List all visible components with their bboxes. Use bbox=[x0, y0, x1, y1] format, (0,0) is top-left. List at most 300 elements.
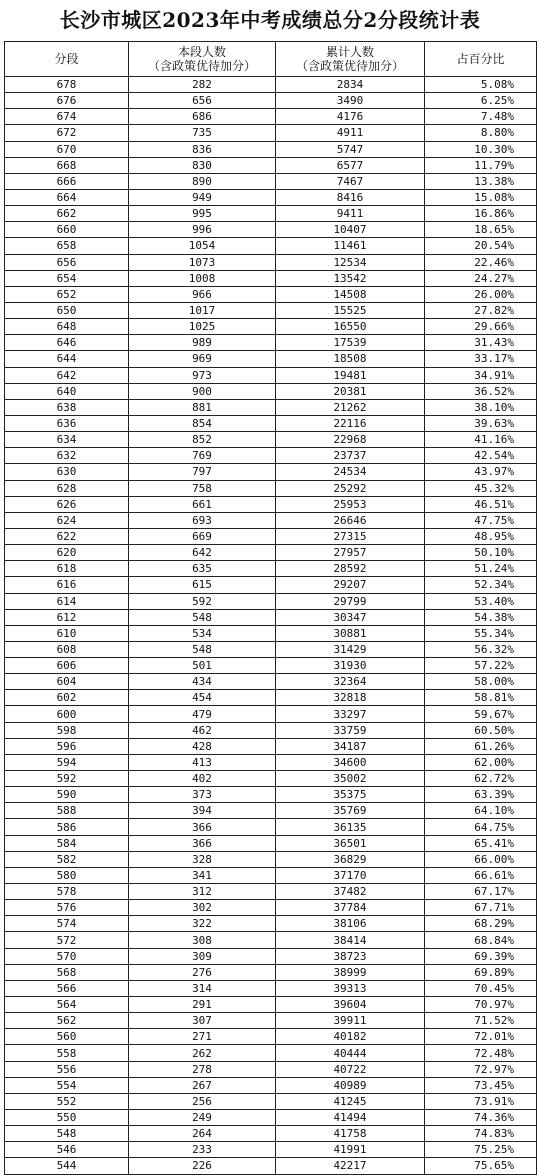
table-row bbox=[5, 528, 537, 544]
percent-cell: 27.82% bbox=[425, 302, 537, 318]
percent-cell: 73.45% bbox=[425, 1077, 537, 1093]
segment-count-cell: 615 bbox=[129, 577, 276, 593]
table-row bbox=[5, 496, 537, 512]
page-title: 长沙市城区2023年中考成绩总分2分段统计表 bbox=[59, 8, 481, 32]
cumulative-count-cell: 33297 bbox=[276, 706, 425, 722]
table-row bbox=[5, 674, 537, 690]
score-cell: 628 bbox=[5, 480, 129, 496]
score-cell: 596 bbox=[5, 738, 129, 754]
cumulative-count-cell: 10407 bbox=[276, 222, 425, 238]
segment-count-cell: 302 bbox=[129, 900, 276, 916]
segment-count-cell: 413 bbox=[129, 754, 276, 770]
score-cell: 594 bbox=[5, 754, 129, 770]
percent-cell: 50.10% bbox=[425, 545, 537, 561]
segment-count-cell: 949 bbox=[129, 189, 276, 205]
score-cell: 562 bbox=[5, 1013, 129, 1029]
segment-count-cell: 276 bbox=[129, 964, 276, 980]
table-row bbox=[5, 189, 537, 205]
score-cell: 676 bbox=[5, 93, 129, 109]
table-row bbox=[5, 690, 537, 706]
score-distribution-table bbox=[4, 41, 537, 1175]
table-row bbox=[5, 754, 537, 770]
segment-count-cell: 969 bbox=[129, 351, 276, 367]
header-row bbox=[5, 42, 537, 77]
cumulative-count-cell: 25292 bbox=[276, 480, 425, 496]
cumulative-count-cell: 38106 bbox=[276, 916, 425, 932]
table-row bbox=[5, 803, 537, 819]
segment-count-cell: 996 bbox=[129, 222, 276, 238]
score-cell: 556 bbox=[5, 1061, 129, 1077]
score-cell: 664 bbox=[5, 189, 129, 205]
table-row bbox=[5, 254, 537, 270]
cumulative-count-cell: 22968 bbox=[276, 432, 425, 448]
score-cell: 576 bbox=[5, 900, 129, 916]
score-cell: 598 bbox=[5, 722, 129, 738]
percent-cell: 70.45% bbox=[425, 980, 537, 996]
segment-count-cell: 1073 bbox=[129, 254, 276, 270]
cumulative-count-cell: 2834 bbox=[276, 77, 425, 93]
cumulative-count-cell: 39911 bbox=[276, 1013, 425, 1029]
percent-cell: 72.48% bbox=[425, 1045, 537, 1061]
table-row bbox=[5, 109, 537, 125]
cumulative-count-cell: 11461 bbox=[276, 238, 425, 254]
cumulative-count-cell: 40182 bbox=[276, 1029, 425, 1045]
cumulative-count-cell: 23737 bbox=[276, 448, 425, 464]
table-row bbox=[5, 125, 537, 141]
table-row bbox=[5, 609, 537, 625]
segment-count-cell: 373 bbox=[129, 787, 276, 803]
cumulative-count-cell: 27315 bbox=[276, 528, 425, 544]
cumulative-count-cell: 38723 bbox=[276, 948, 425, 964]
segment-count-cell: 308 bbox=[129, 932, 276, 948]
table-row bbox=[5, 641, 537, 657]
percent-cell: 33.17% bbox=[425, 351, 537, 367]
cumulative-count-cell: 40444 bbox=[276, 1045, 425, 1061]
header-cumulative-count-line2: （含政策优待加分） bbox=[295, 59, 404, 73]
score-cell: 654 bbox=[5, 270, 129, 286]
percent-cell: 73.91% bbox=[425, 1093, 537, 1109]
score-cell: 574 bbox=[5, 916, 129, 932]
segment-count-cell: 282 bbox=[129, 77, 276, 93]
percent-cell: 20.54% bbox=[425, 238, 537, 254]
score-cell: 644 bbox=[5, 351, 129, 367]
cumulative-count-cell: 4911 bbox=[276, 125, 425, 141]
segment-count-cell: 548 bbox=[129, 609, 276, 625]
percent-cell: 52.34% bbox=[425, 577, 537, 593]
table-row bbox=[5, 722, 537, 738]
cumulative-count-cell: 30881 bbox=[276, 625, 425, 641]
percent-cell: 69.89% bbox=[425, 964, 537, 980]
segment-count-cell: 256 bbox=[129, 1093, 276, 1109]
table-row bbox=[5, 432, 537, 448]
percent-cell: 64.10% bbox=[425, 803, 537, 819]
score-cell: 626 bbox=[5, 496, 129, 512]
table-row bbox=[5, 884, 537, 900]
table-row bbox=[5, 916, 537, 932]
score-cell: 656 bbox=[5, 254, 129, 270]
score-cell: 640 bbox=[5, 383, 129, 399]
percent-cell: 59.67% bbox=[425, 706, 537, 722]
percent-cell: 31.43% bbox=[425, 335, 537, 351]
percent-cell: 66.00% bbox=[425, 851, 537, 867]
score-cell: 642 bbox=[5, 367, 129, 383]
cumulative-count-cell: 29799 bbox=[276, 593, 425, 609]
cumulative-count-cell: 16550 bbox=[276, 319, 425, 335]
score-cell: 548 bbox=[5, 1126, 129, 1142]
percent-cell: 62.00% bbox=[425, 754, 537, 770]
score-cell: 618 bbox=[5, 561, 129, 577]
table-row bbox=[5, 625, 537, 641]
table-row bbox=[5, 1158, 537, 1174]
table-row bbox=[5, 1142, 537, 1158]
table-row bbox=[5, 577, 537, 593]
percent-cell: 65.41% bbox=[425, 835, 537, 851]
percent-cell: 8.80% bbox=[425, 125, 537, 141]
percent-cell: 75.65% bbox=[425, 1158, 537, 1174]
score-cell: 670 bbox=[5, 141, 129, 157]
percent-cell: 47.75% bbox=[425, 512, 537, 528]
cumulative-count-cell: 41758 bbox=[276, 1126, 425, 1142]
table-row bbox=[5, 948, 537, 964]
segment-count-cell: 262 bbox=[129, 1045, 276, 1061]
table-row bbox=[5, 206, 537, 222]
segment-count-cell: 394 bbox=[129, 803, 276, 819]
segment-count-cell: 267 bbox=[129, 1077, 276, 1093]
segment-count-cell: 693 bbox=[129, 512, 276, 528]
percent-cell: 5.08% bbox=[425, 77, 537, 93]
score-cell: 658 bbox=[5, 238, 129, 254]
segment-count-cell: 1025 bbox=[129, 319, 276, 335]
table-row bbox=[5, 1013, 537, 1029]
percent-cell: 68.84% bbox=[425, 932, 537, 948]
percent-cell: 66.61% bbox=[425, 867, 537, 883]
table-row bbox=[5, 1045, 537, 1061]
cumulative-count-cell: 42217 bbox=[276, 1158, 425, 1174]
percent-cell: 29.66% bbox=[425, 319, 537, 335]
percent-cell: 15.08% bbox=[425, 189, 537, 205]
cumulative-count-cell: 14508 bbox=[276, 286, 425, 302]
percent-cell: 46.51% bbox=[425, 496, 537, 512]
cumulative-count-cell: 7467 bbox=[276, 173, 425, 189]
score-cell: 612 bbox=[5, 609, 129, 625]
cumulative-count-cell: 41494 bbox=[276, 1110, 425, 1126]
score-cell: 580 bbox=[5, 867, 129, 883]
percent-cell: 43.97% bbox=[425, 464, 537, 480]
score-cell: 648 bbox=[5, 319, 129, 335]
segment-count-cell: 501 bbox=[129, 658, 276, 674]
score-cell: 674 bbox=[5, 109, 129, 125]
segment-count-cell: 366 bbox=[129, 835, 276, 851]
table-header bbox=[5, 42, 537, 77]
cumulative-count-cell: 26646 bbox=[276, 512, 425, 528]
score-cell: 586 bbox=[5, 819, 129, 835]
segment-count-cell: 314 bbox=[129, 980, 276, 996]
score-cell: 672 bbox=[5, 125, 129, 141]
table-row bbox=[5, 302, 537, 318]
percent-cell: 58.81% bbox=[425, 690, 537, 706]
score-cell: 558 bbox=[5, 1045, 129, 1061]
percent-cell: 67.17% bbox=[425, 884, 537, 900]
segment-count-cell: 366 bbox=[129, 819, 276, 835]
cumulative-count-cell: 19481 bbox=[276, 367, 425, 383]
segment-count-cell: 341 bbox=[129, 867, 276, 883]
segment-count-cell: 1054 bbox=[129, 238, 276, 254]
table-row bbox=[5, 141, 537, 157]
table-row bbox=[5, 593, 537, 609]
table-row bbox=[5, 835, 537, 851]
segment-count-cell: 291 bbox=[129, 997, 276, 1013]
cumulative-count-cell: 33759 bbox=[276, 722, 425, 738]
table-row bbox=[5, 771, 537, 787]
percent-cell: 22.46% bbox=[425, 254, 537, 270]
table-row bbox=[5, 335, 537, 351]
score-cell: 588 bbox=[5, 803, 129, 819]
segment-count-cell: 592 bbox=[129, 593, 276, 609]
table-row bbox=[5, 787, 537, 803]
cumulative-count-cell: 32818 bbox=[276, 690, 425, 706]
table-row bbox=[5, 464, 537, 480]
cumulative-count-cell: 6577 bbox=[276, 157, 425, 173]
percent-cell: 57.22% bbox=[425, 658, 537, 674]
table-row bbox=[5, 980, 537, 996]
table-row bbox=[5, 1029, 537, 1045]
cumulative-count-cell: 27957 bbox=[276, 545, 425, 561]
segment-count-cell: 402 bbox=[129, 771, 276, 787]
cumulative-count-cell: 20381 bbox=[276, 383, 425, 399]
score-cell: 552 bbox=[5, 1093, 129, 1109]
header-segment-count-line2: （含政策优待加分） bbox=[147, 59, 256, 73]
segment-count-cell: 462 bbox=[129, 722, 276, 738]
segment-count-cell: 661 bbox=[129, 496, 276, 512]
segment-count-cell: 479 bbox=[129, 706, 276, 722]
table-row bbox=[5, 480, 537, 496]
cumulative-count-cell: 38414 bbox=[276, 932, 425, 948]
segment-count-cell: 656 bbox=[129, 93, 276, 109]
score-cell: 636 bbox=[5, 415, 129, 431]
percent-cell: 34.91% bbox=[425, 367, 537, 383]
segment-count-cell: 642 bbox=[129, 545, 276, 561]
score-cell: 564 bbox=[5, 997, 129, 1013]
segment-count-cell: 890 bbox=[129, 173, 276, 189]
header-segment-count bbox=[129, 42, 276, 77]
cumulative-count-cell: 34187 bbox=[276, 738, 425, 754]
segment-count-cell: 534 bbox=[129, 625, 276, 641]
percent-cell: 60.50% bbox=[425, 722, 537, 738]
cumulative-count-cell: 9411 bbox=[276, 206, 425, 222]
score-cell: 584 bbox=[5, 835, 129, 851]
score-cell: 652 bbox=[5, 286, 129, 302]
percent-cell: 71.52% bbox=[425, 1013, 537, 1029]
percent-cell: 56.32% bbox=[425, 641, 537, 657]
cumulative-count-cell: 21262 bbox=[276, 399, 425, 415]
percent-cell: 51.24% bbox=[425, 561, 537, 577]
table-row bbox=[5, 964, 537, 980]
score-cell: 554 bbox=[5, 1077, 129, 1093]
table-row bbox=[5, 1093, 537, 1109]
cumulative-count-cell: 22116 bbox=[276, 415, 425, 431]
percent-cell: 55.34% bbox=[425, 625, 537, 641]
percent-cell: 67.71% bbox=[425, 900, 537, 916]
segment-count-cell: 769 bbox=[129, 448, 276, 464]
segment-count-cell: 434 bbox=[129, 674, 276, 690]
score-cell: 582 bbox=[5, 851, 129, 867]
cumulative-count-cell: 37784 bbox=[276, 900, 425, 916]
segment-count-cell: 881 bbox=[129, 399, 276, 415]
segment-count-cell: 966 bbox=[129, 286, 276, 302]
score-cell: 592 bbox=[5, 771, 129, 787]
header-percent: 占百分比 bbox=[425, 42, 537, 77]
segment-count-cell: 1017 bbox=[129, 302, 276, 318]
table-row bbox=[5, 319, 537, 335]
cumulative-count-cell: 32364 bbox=[276, 674, 425, 690]
segment-count-cell: 226 bbox=[129, 1158, 276, 1174]
percent-cell: 61.26% bbox=[425, 738, 537, 754]
percent-cell: 72.97% bbox=[425, 1061, 537, 1077]
score-cell: 570 bbox=[5, 948, 129, 964]
score-cell: 666 bbox=[5, 173, 129, 189]
table-row bbox=[5, 1110, 537, 1126]
cumulative-count-cell: 15525 bbox=[276, 302, 425, 318]
percent-cell: 54.38% bbox=[425, 609, 537, 625]
table-row bbox=[5, 851, 537, 867]
table-body bbox=[5, 77, 537, 1175]
score-cell: 568 bbox=[5, 964, 129, 980]
segment-count-cell: 264 bbox=[129, 1126, 276, 1142]
percent-cell: 10.30% bbox=[425, 141, 537, 157]
score-cell: 566 bbox=[5, 980, 129, 996]
percent-cell: 75.25% bbox=[425, 1142, 537, 1158]
percent-cell: 7.48% bbox=[425, 109, 537, 125]
header-cumulative-count bbox=[276, 42, 425, 77]
cumulative-count-cell: 24534 bbox=[276, 464, 425, 480]
percent-cell: 18.65% bbox=[425, 222, 537, 238]
score-cell: 630 bbox=[5, 464, 129, 480]
score-cell: 614 bbox=[5, 593, 129, 609]
cumulative-count-cell: 36135 bbox=[276, 819, 425, 835]
percent-cell: 74.36% bbox=[425, 1110, 537, 1126]
percent-cell: 36.52% bbox=[425, 383, 537, 399]
percent-cell: 62.72% bbox=[425, 771, 537, 787]
table-row bbox=[5, 867, 537, 883]
cumulative-count-cell: 12534 bbox=[276, 254, 425, 270]
segment-count-cell: 669 bbox=[129, 528, 276, 544]
table-row bbox=[5, 932, 537, 948]
segment-count-cell: 995 bbox=[129, 206, 276, 222]
percent-cell: 53.40% bbox=[425, 593, 537, 609]
table-row bbox=[5, 1061, 537, 1077]
cumulative-count-cell: 36501 bbox=[276, 835, 425, 851]
header-cumulative-count-line1: 累计人数 bbox=[325, 45, 374, 59]
table-row bbox=[5, 1126, 537, 1142]
cumulative-count-cell: 29207 bbox=[276, 577, 425, 593]
table-row bbox=[5, 238, 537, 254]
percent-cell: 45.32% bbox=[425, 480, 537, 496]
cumulative-count-cell: 34600 bbox=[276, 754, 425, 770]
header-segment-count-line1: 本段人数 bbox=[177, 45, 226, 59]
table-row bbox=[5, 448, 537, 464]
cumulative-count-cell: 5747 bbox=[276, 141, 425, 157]
table-row bbox=[5, 1077, 537, 1093]
segment-count-cell: 428 bbox=[129, 738, 276, 754]
score-cell: 646 bbox=[5, 335, 129, 351]
segment-count-cell: 307 bbox=[129, 1013, 276, 1029]
score-cell: 650 bbox=[5, 302, 129, 318]
cumulative-count-cell: 18508 bbox=[276, 351, 425, 367]
cumulative-count-cell: 35769 bbox=[276, 803, 425, 819]
cumulative-count-cell: 4176 bbox=[276, 109, 425, 125]
percent-cell: 6.25% bbox=[425, 93, 537, 109]
segment-count-cell: 836 bbox=[129, 141, 276, 157]
cumulative-count-cell: 36829 bbox=[276, 851, 425, 867]
percent-cell: 39.63% bbox=[425, 415, 537, 431]
table-row bbox=[5, 706, 537, 722]
score-cell: 590 bbox=[5, 787, 129, 803]
cumulative-count-cell: 41991 bbox=[276, 1142, 425, 1158]
score-cell: 544 bbox=[5, 1158, 129, 1174]
table-row bbox=[5, 819, 537, 835]
score-cell: 622 bbox=[5, 528, 129, 544]
table-row bbox=[5, 561, 537, 577]
table-row bbox=[5, 77, 537, 93]
segment-count-cell: 797 bbox=[129, 464, 276, 480]
segment-count-cell: 854 bbox=[129, 415, 276, 431]
cumulative-count-cell: 17539 bbox=[276, 335, 425, 351]
percent-cell: 70.97% bbox=[425, 997, 537, 1013]
score-cell: 638 bbox=[5, 399, 129, 415]
segment-count-cell: 1008 bbox=[129, 270, 276, 286]
table-row bbox=[5, 157, 537, 173]
table-row bbox=[5, 738, 537, 754]
cumulative-count-cell: 39313 bbox=[276, 980, 425, 996]
score-cell: 572 bbox=[5, 932, 129, 948]
cumulative-count-cell: 39604 bbox=[276, 997, 425, 1013]
table-row bbox=[5, 222, 537, 238]
percent-cell: 69.39% bbox=[425, 948, 537, 964]
score-cell: 604 bbox=[5, 674, 129, 690]
score-cell: 620 bbox=[5, 545, 129, 561]
table-row bbox=[5, 658, 537, 674]
percent-cell: 13.38% bbox=[425, 173, 537, 189]
table-row bbox=[5, 367, 537, 383]
segment-count-cell: 852 bbox=[129, 432, 276, 448]
segment-count-cell: 989 bbox=[129, 335, 276, 351]
cumulative-count-cell: 35375 bbox=[276, 787, 425, 803]
header-score: 分段 bbox=[5, 42, 129, 77]
score-cell: 550 bbox=[5, 1110, 129, 1126]
cumulative-count-cell: 13542 bbox=[276, 270, 425, 286]
segment-count-cell: 686 bbox=[129, 109, 276, 125]
score-cell: 610 bbox=[5, 625, 129, 641]
table-row bbox=[5, 545, 537, 561]
percent-cell: 74.83% bbox=[425, 1126, 537, 1142]
table-row bbox=[5, 900, 537, 916]
table-row bbox=[5, 997, 537, 1013]
segment-count-cell: 635 bbox=[129, 561, 276, 577]
table-row bbox=[5, 93, 537, 109]
cumulative-count-cell: 8416 bbox=[276, 189, 425, 205]
table-row bbox=[5, 286, 537, 302]
percent-cell: 68.29% bbox=[425, 916, 537, 932]
segment-count-cell: 312 bbox=[129, 884, 276, 900]
segment-count-cell: 271 bbox=[129, 1029, 276, 1045]
percent-cell: 24.27% bbox=[425, 270, 537, 286]
segment-count-cell: 548 bbox=[129, 641, 276, 657]
cumulative-count-cell: 41245 bbox=[276, 1093, 425, 1109]
table-row bbox=[5, 270, 537, 286]
segment-count-cell: 233 bbox=[129, 1142, 276, 1158]
score-cell: 600 bbox=[5, 706, 129, 722]
score-cell: 560 bbox=[5, 1029, 129, 1045]
